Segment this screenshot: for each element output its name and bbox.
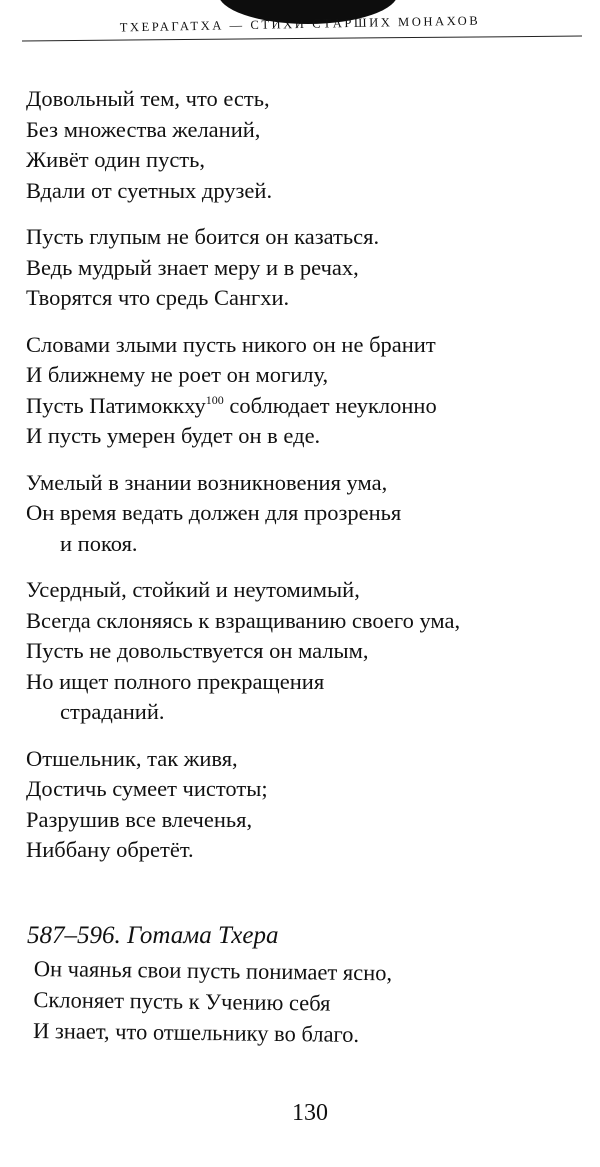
footnote-ref: 100 — [205, 392, 224, 407]
stanza — [26, 575, 586, 728]
verse-text: Пусть Патимоккху — [26, 392, 206, 418]
section-title: 587–596. Готама Тхера — [27, 922, 279, 949]
verse-line: Всегда склоняясь к взращиванию своего ума, — [26, 607, 461, 633]
verse-line: Отшельник, так живя, — [26, 745, 238, 771]
verse-line: Ведь мудрый знает меру и в речах, — [26, 254, 359, 280]
verse-line: И пусть умерен будет он в еде. — [26, 423, 321, 448]
verse-line: Пусть не довольствуется он малым, — [26, 638, 369, 663]
verse-line: Он время ведать должен для прозренья — [26, 500, 402, 525]
verse-line-continuation: и покоя. — [60, 530, 138, 556]
verse-line: Разрушив все влеченья, — [26, 806, 253, 832]
verse-line: Он чаянья свои пусть понимает ясно, — [33, 955, 393, 986]
stanza — [26, 330, 586, 452]
section-poem — [33, 953, 594, 1053]
verse-line: Творятся что средь Сангхи. — [26, 285, 290, 310]
verse-line: И знает, что отшельнику во благо. — [32, 1017, 360, 1047]
verse-line-with-footnote — [26, 391, 586, 422]
stanza — [26, 84, 586, 206]
verse-line: Достичь сумеет чистоты; — [26, 776, 268, 801]
stanza — [26, 222, 586, 314]
verse-line: Вдали от суетных друзей. — [26, 177, 273, 203]
verse-line-continuation: страданий. — [60, 699, 165, 724]
verse-line: И ближнему не роет он могилу, — [26, 362, 329, 387]
verse-line: Но ищет полного прекращения — [26, 668, 325, 694]
verse-line: Пусть глупым не боится он казаться. — [26, 224, 380, 249]
verse-line: Довольный тем, что есть, — [26, 86, 270, 111]
verse-line: Без множества желаний, — [26, 116, 261, 142]
header-rule — [22, 36, 582, 42]
stanza — [26, 744, 586, 866]
verse-line: Живёт один пусть, — [26, 147, 206, 172]
verse-line: Ниббану обретёт. — [26, 837, 194, 862]
verse-line: Усердный, стойкий и неутомимый, — [26, 577, 360, 602]
verse-line: Умелый в знании возникновения ума, — [26, 469, 388, 495]
poem-body — [26, 84, 586, 882]
verse-text: соблюдает неуклонно — [229, 392, 437, 418]
verse-line: Словами злыми пусть никого он не бранит — [26, 331, 436, 357]
running-header: ТХЕРАГАТХА — СТИХИ СТАРШИХ МОНАХОВ — [119, 13, 481, 35]
stanza — [26, 468, 586, 560]
page-number: 130 — [292, 1100, 328, 1126]
verse-line: Склоняет пусть к Учению себя — [33, 986, 331, 1016]
